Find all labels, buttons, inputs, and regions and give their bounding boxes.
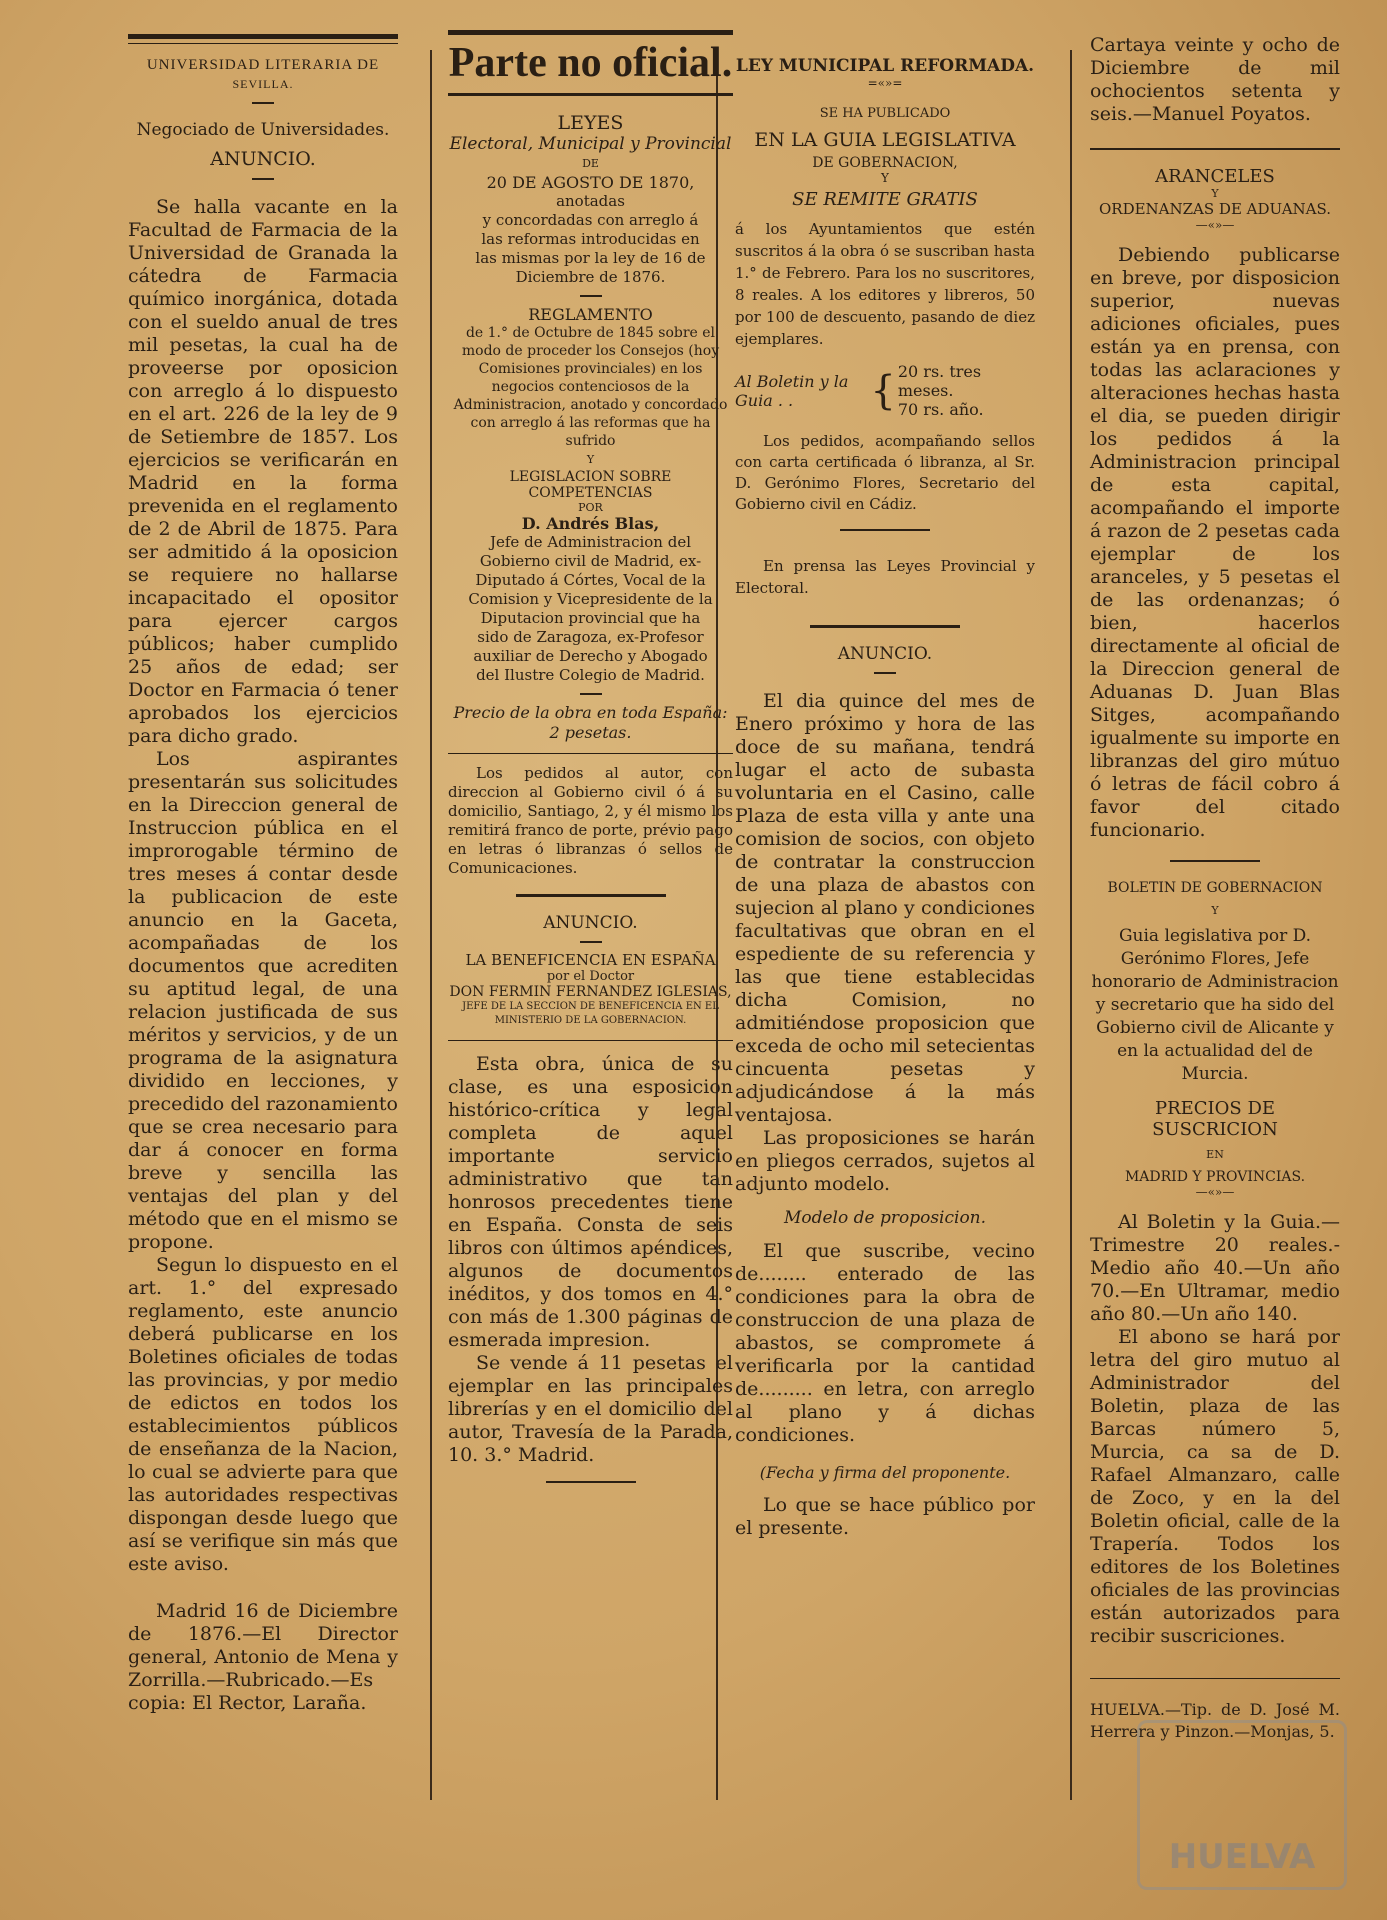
divider bbox=[840, 529, 930, 531]
por-doctor: por el Doctor bbox=[546, 969, 635, 984]
author-description: Jefe de Administracion del Gobierno civil de Madrid, ex-Diputado á Córtes, Vocal de la Comision y Vicepresidente de la Diputacion provincial que ha sido de Zaragoza, ex-Profesor auxiliar de Derecho y Abogado del Ilustre Colegio de Madrid. bbox=[468, 533, 713, 684]
column-divider bbox=[1070, 50, 1072, 1800]
top-rule bbox=[128, 34, 398, 39]
boletin-heading: BOLETIN DE GOBERNACION bbox=[1107, 880, 1323, 896]
top-rule-thin bbox=[128, 43, 398, 44]
brace-glyph: { bbox=[870, 367, 896, 414]
ley-municipal-title: LEY MUNICIPAL REFORMADA. bbox=[735, 56, 1035, 76]
anuncio-title: ANUNCIO. bbox=[543, 913, 638, 933]
remite-text: á los Ayuntamientos que estén suscritos á la obra ó se suscriban hasta 1.° de Febrero. Para los no suscritores, 8 reales. A los editores y libreros, 50 por 100 de descuento, pasando de diez ejemplares. bbox=[735, 220, 1035, 348]
leyes-subtitle: Electoral, Municipal y Provincial bbox=[449, 134, 732, 154]
column-4 bbox=[1090, 30, 1340, 1743]
archive-watermark: HUELVA bbox=[1137, 1720, 1347, 1890]
column-1 bbox=[128, 30, 398, 1715]
prensa-text: En prensa las Leyes Provincial y Electoral. bbox=[735, 557, 1035, 597]
modelo-text: El que suscribe, vecino de........ enterado de las condiciones para la obra de construccion de una plaza de abastos, se compromete á verificarla por la cantidad de......... en letra, con arreglo al plano y á dichas condiciones. bbox=[735, 1240, 1035, 1446]
subscription-prices: Al Boletin y la Guia.—Trimestre 20 reales.-Medio año 40.—Un año 70.—En Ultramar, medio año 80.—Un año 140. bbox=[1090, 1211, 1340, 1325]
section-title: Parte no oficial. bbox=[448, 30, 733, 96]
leyes-de: DE bbox=[582, 157, 599, 170]
orders-text: Los pedidos, acompañando sellos con carta certificada ó libranza, al Sr. D. Gerónimo Flores, Secretario del Gobierno civil en Cádiz. bbox=[735, 432, 1035, 513]
ornament: —«»— bbox=[1195, 218, 1235, 232]
en-label: EN bbox=[1206, 1148, 1224, 1161]
reglamento-heading: REGLAMENTO bbox=[528, 305, 653, 324]
orders-text: Los pedidos al autor, con direccion al Gobierno civil ó á su domicilio, Santiago, 2, y él mismo los remitirá franco de porte, prévio pago en letras ó libranzas ó sellos de Comunicaciones. bbox=[448, 764, 733, 877]
publicado-label: SE HA PUBLICADO bbox=[819, 106, 951, 121]
price-brace bbox=[735, 362, 1035, 419]
ornament: —«»— bbox=[1195, 1185, 1235, 1199]
reglamento-y: Y bbox=[586, 453, 595, 466]
notice-paragraph: Segun lo dispuesto en el art. 1.° del expresado reglamento, este anuncio deberá publicarse en los Boletines oficiales de todas las provincias, y por medio de edictos en todos los establecimientos públicos de enseñanza de la Nacion, lo cual se advierte para que las autoridades respectivas dispongan desde luego que así se verifique sin más que este aviso. bbox=[128, 1254, 398, 1575]
department: Negociado de Universidades. bbox=[136, 120, 390, 140]
ordenanzas-heading: ORDENANZAS DE ADUANAS. bbox=[1098, 200, 1332, 218]
author-name: D. Andrés Blas, bbox=[521, 514, 660, 533]
university-header: UNIVERSIDAD LITERARIA DE bbox=[146, 57, 380, 73]
ornament: =«»= bbox=[867, 76, 903, 90]
divider bbox=[448, 1040, 733, 1041]
divider bbox=[516, 894, 666, 897]
leyes-concordadas: y concordadas con arreglo á las reformas introducidas en las mismas por la ley de 16 de Diciembre de 1876. bbox=[475, 211, 706, 286]
sale-info: Se vende á 11 pesetas el ejemplar en las principales librerías y en el domicilio del autor, Travesía de la Parada, 10. 3.° Madrid. bbox=[448, 1352, 733, 1466]
price-value-2: 70 rs. año. bbox=[897, 400, 984, 419]
price-label-2: Guia . . bbox=[735, 390, 794, 410]
madrid-provincias: MADRID Y PROVINCIAS. bbox=[1124, 1169, 1306, 1185]
aranceles-paragraph: Debiendo publicarse en breve, por disposicion superior, nuevas adiciones oficiales, pues están ya en prensa, con todas las aclaraciones y alteraciones hechas hasta el dia, se pueden dirigir los pedidos á la Administracion principal de esta capital, acompañando el importe á razon de 2 pesetas cada ejemplar de los aranceles, y 5 pesetas el de las ordenanzas; ó bien, hacerlos directamente al oficial de la Direccion general de Aduanas D. Juan Blas Sitges, acompañando igualmente su importe en libranzas del giro mútuo ó letras de fácil cobro á favor del citado funcionario. bbox=[1090, 244, 1340, 841]
leyes-anotadas: anotadas bbox=[556, 192, 625, 210]
gobernacion-heading: DE GOBERNACION, bbox=[812, 155, 958, 171]
divider bbox=[580, 693, 602, 695]
legislacion-heading: LEGISLACION SOBRE COMPETENCIAS bbox=[509, 469, 672, 501]
y-label: Y bbox=[1211, 904, 1219, 917]
proposiciones-paragraph: Las proposiciones se harán en pliegos cerrados, sujetos al adjunto modelo. bbox=[735, 1127, 1035, 1195]
subasta-paragraph: El dia quince del mes de Enero próximo y hora de las doce de su mañana, tendrá lugar el acto de subasta voluntaria en el Casino, calle Plaza de esta villa y ante una comision de socios, con objeto de contratar la construccion de una plaza de abastos con sujecion al plano y condiciones facultativas que obran en el espediente de su referencia y las que tiene establecidas dicha Comision, no admitiéndose proposicion que exceda de ocho mil setecientas cincuenta pesetas y adjudicándose á la más ventajosa. bbox=[735, 690, 1035, 1126]
divider bbox=[810, 625, 960, 628]
divider bbox=[580, 295, 602, 297]
aranceles-heading: ARANCELES bbox=[1155, 166, 1275, 187]
notice-paragraph: Los aspirantes presentarán sus solicitudes en la Direccion general de Instruccion pública en el improrogable término de tres meses á contar desde la publicacion de este anuncio en la Gaceta, acompañadas de los documentos que acrediten su aptitud legal, de una relacion justificada de sus méritos y servicios, y de un programa de la asignatura dividido en lecciones, y precedido del razonamiento que se crea necesario para dar á conocer en forma breve y sencilla las ventajas del plan y del método que en el mismo se propone. bbox=[128, 748, 398, 1253]
divider bbox=[874, 672, 896, 674]
price-value-1: 20 rs. tres meses. bbox=[897, 362, 982, 400]
university-city: SEVILLA. bbox=[232, 77, 294, 91]
cartaya-signature: Cartaya veinte y ocho de Diciembre de mil ochocientos setenta y seis.—Manuel Poyatos. bbox=[1090, 34, 1340, 125]
modelo-heading: Modelo de proposicion. bbox=[783, 1208, 987, 1228]
fecha-firma: (Fecha y firma del proponente. bbox=[759, 1463, 1011, 1482]
notice-signature: Madrid 16 de Diciembre de 1876.—El Director general, Antonio de Mena y Zorrilla.—Rubricado.—Es copia: El Rector, Laraña. bbox=[128, 1600, 398, 1714]
notice-paragraph: Se halla vacante en la Facultad de Farmacia de la Universidad de Granada la cátedra de Farmacia químico inorgánica, dotada con el sueldo anual de tres mil pesetas, la cual ha de proveerse por oposicion con arreglo á lo dispuesto en el art. 226 de la ley de 9 de Setiembre de 1857. Los ejercicios se verificarán en Madrid en la forma prevenida en el reglamento de 2 de Abril de 1875. Para ser admitido á la oposicion se requiere no hallarse incapacitado el opositor para ejercer cargos públicos; haber cumplido 25 años de edad; ser Doctor en Farmacia ó tener aprobados los ejercicios para dicho grado. bbox=[128, 196, 398, 747]
divider bbox=[1170, 860, 1260, 862]
price-label-1: Al Boletin y la bbox=[735, 371, 849, 391]
anuncio-title: ANUNCIO. bbox=[837, 644, 933, 664]
divider bbox=[546, 1481, 636, 1483]
imprint: HUELVA.—Tip. de D. José M. Herrera y Pinzon.—Monjas, 5. bbox=[1090, 1700, 1340, 1741]
doctor-description: JEFE DE LA SECCION DE BENEFICENCIA EN EL MINISTERIO DE LA GOBERNACION. bbox=[462, 1001, 719, 1026]
precios-heading: PRECIOS DE SUSCRICION bbox=[1152, 1098, 1278, 1140]
subscription-payment: El abono se hará por letra del giro mutuo al Administrador del Boletin, plaza de las Barcas número 5, Murcia, ca sa de D. Rafael Almanzaro, calle de Zoco, y en la del Boletin oficial, calle de la Trapería. Todos los editores de los Boletines oficiales de las provincias están autorizados para recibir suscriciones. bbox=[1090, 1326, 1340, 1647]
column-divider bbox=[430, 50, 432, 1800]
guia-description: Guia legislativa por D. Gerónimo Flores, Jefe honorario de Administracion y secretario que ha sido del Gobierno civil de Alicante y en la actualidad del de Murcia. bbox=[1091, 926, 1339, 1084]
y-label: Y bbox=[881, 171, 889, 185]
doctor-name: DON FERMIN FERNANDEZ IGLESIAS, bbox=[449, 984, 732, 1000]
price-line: Precio de la obra en toda España: 2 pesetas. bbox=[453, 703, 728, 742]
obra-description: Esta obra, única de su clase, es una esposicion histórico-crítica y legal completa de aquel importante servicio administrativo que tan honrosos precedentes tiene en España. Consta de seis libros con últimos apéndices, algunos de documentos inéditos, y dos tomos en 4.° con más de 1.300 páginas de esmerada impresion. bbox=[448, 1053, 733, 1351]
column-2 bbox=[448, 30, 733, 1497]
divider bbox=[1090, 148, 1340, 150]
divider bbox=[252, 102, 274, 104]
beneficencia-title: LA BENEFICENCIA EN ESPAÑA bbox=[465, 951, 716, 969]
notice-title: ANUNCIO. bbox=[210, 148, 316, 170]
divider bbox=[1090, 1678, 1340, 1679]
leyes-date: 20 DE AGOSTO DE 1870, bbox=[486, 173, 695, 192]
reglamento-text: de 1.° de Octubre de 1845 sobre el modo de proceder los Consejos (hoy Comisiones provinciales) en los negocios contenciosos de la Administracion, anotado y concordado con arreglo á las reformas que ha sufrido bbox=[453, 325, 728, 449]
leyes-heading: LEYES bbox=[557, 112, 624, 134]
por-label: POR bbox=[578, 501, 603, 514]
column-3 bbox=[735, 30, 1035, 1540]
guia-heading: EN LA GUIA LEGISLATIVA bbox=[754, 129, 1016, 151]
remite-gratis: SE REMITE GRATIS bbox=[792, 189, 978, 210]
divider bbox=[580, 941, 602, 943]
divider bbox=[448, 753, 733, 754]
closing-text: Lo que se hace público por el presente. bbox=[735, 1494, 1035, 1539]
y-label: Y bbox=[1211, 187, 1219, 200]
divider bbox=[252, 178, 274, 180]
